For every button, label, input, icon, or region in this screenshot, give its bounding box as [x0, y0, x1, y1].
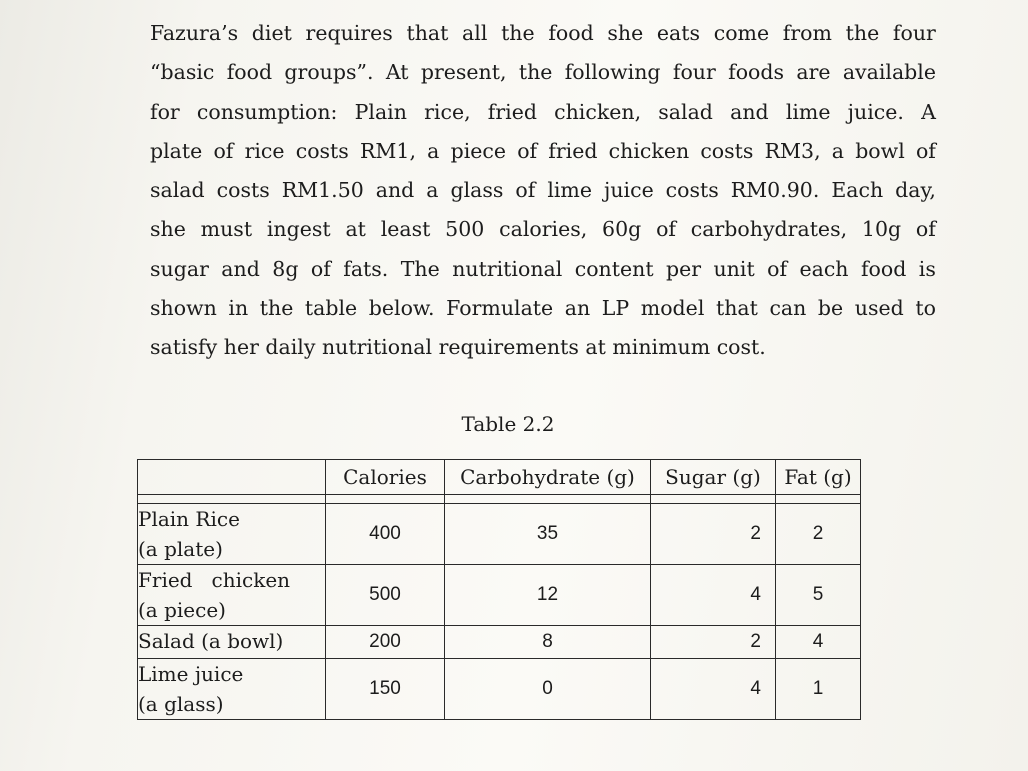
paragraph-word: of	[517, 138, 538, 163]
paragraph-word: and	[730, 99, 769, 124]
calories-cell: 200	[326, 626, 445, 659]
paragraph-word: fried	[487, 99, 537, 124]
paragraph-line	[150, 289, 936, 328]
paragraph-word: following	[564, 60, 661, 85]
paragraph-word: a	[831, 138, 845, 163]
paragraph-word: plate	[150, 138, 203, 163]
paragraph-word: for	[150, 99, 180, 124]
paragraph-line	[150, 171, 936, 210]
paragraph-word: she	[607, 21, 644, 45]
paragraph-word: that	[715, 296, 758, 321]
paragraph-word: Formulate	[446, 296, 554, 321]
paragraph-word: rice	[244, 138, 285, 163]
carbohydrate-cell: 35	[445, 504, 651, 565]
paragraph-word: calories,	[499, 217, 588, 242]
paragraph-word: of	[310, 256, 331, 281]
paragraph-word: four	[672, 60, 716, 85]
paragraph-word: least	[380, 217, 431, 242]
food-cell	[138, 659, 326, 720]
paragraph-word: an	[564, 296, 591, 321]
paragraph-word: each	[799, 256, 849, 281]
paragraph-word: and	[221, 256, 260, 281]
paragraph-word: lime	[547, 178, 592, 203]
paragraph-line	[150, 53, 936, 92]
paragraph-word: requires	[305, 21, 393, 45]
paragraph-word: day,	[895, 178, 936, 203]
paragraph-word: costs	[216, 178, 270, 203]
table-row	[138, 504, 861, 565]
paragraph-word: The	[400, 256, 440, 281]
paragraph-word: diet	[251, 21, 292, 45]
paragraph-word: she	[150, 217, 186, 242]
paragraph-line	[150, 14, 936, 53]
paragraph-line	[150, 210, 936, 249]
paragraph-word: below.	[368, 296, 435, 321]
paragraph-word: carbohydrates,	[690, 217, 848, 242]
paragraph-word: At	[385, 60, 409, 85]
paragraph-word: table	[304, 296, 358, 321]
table-row	[138, 659, 861, 720]
fat-cell: 1	[776, 659, 861, 720]
paragraph-word: content	[574, 256, 654, 281]
paragraph-word: available	[842, 60, 936, 85]
paragraph-word: ingest	[266, 217, 331, 242]
paragraph-line-text: satisfy her daily nutritional requirements at minimum cost.	[150, 335, 766, 360]
paragraph-word: costs	[700, 138, 754, 163]
paragraph-word: the	[259, 296, 294, 321]
paragraph-word: used	[854, 296, 904, 321]
paragraph-word: glass	[450, 178, 504, 203]
paragraph-word: four	[892, 21, 936, 45]
problem-paragraph	[150, 14, 936, 368]
paragraph-word: and	[375, 178, 415, 203]
header-sugar: Sugar (g)	[651, 460, 776, 495]
paragraph-word: 8g	[272, 256, 299, 281]
paragraph-word: of	[767, 256, 788, 281]
sugar-cell: 2	[651, 504, 776, 565]
food-cell	[138, 626, 326, 659]
paragraph-word: LP	[601, 296, 630, 321]
paragraph-word: a	[427, 138, 440, 163]
paragraph-word: per	[666, 256, 702, 281]
paragraph-word: that	[406, 21, 449, 45]
paragraph-word: lime	[785, 99, 831, 124]
header-carbohydrate: Carbohydrate (g)	[445, 460, 651, 495]
food-name: Salad (a bowl)	[138, 629, 284, 653]
paragraph-word: all	[462, 21, 488, 45]
paragraph-word: of	[915, 138, 936, 163]
paragraph-word: juice.	[847, 99, 904, 124]
header-fat: Fat (g)	[776, 460, 861, 495]
paragraph-word: nutritional	[452, 256, 563, 281]
carbohydrate-cell: 8	[445, 626, 651, 659]
paragraph-word: of	[515, 178, 536, 203]
paragraph-word: in	[228, 296, 249, 321]
fat-cell: 4	[776, 626, 861, 659]
paragraph-word: unit	[713, 256, 755, 281]
paragraph-word: present,	[420, 60, 507, 85]
paragraph-line	[150, 328, 936, 367]
paragraph-word: Plain	[354, 99, 407, 124]
table-caption: Table 2.2	[461, 412, 555, 436]
paragraph-word: bowl	[855, 138, 905, 163]
paragraph-word: juice	[603, 178, 654, 203]
paragraph-word: salad	[658, 99, 713, 124]
food-cell	[138, 504, 326, 565]
paragraph-word: RM0.90.	[730, 178, 820, 203]
paragraph-word: of	[213, 138, 234, 163]
paragraph-word: salad	[150, 178, 205, 203]
food-name: Plain Rice	[138, 507, 240, 531]
food-unit: (a plate)	[138, 537, 223, 561]
sugar-cell: 4	[651, 659, 776, 720]
table-header-row	[138, 460, 861, 495]
carbohydrate-cell: 12	[445, 565, 651, 626]
paragraph-word: model	[640, 296, 705, 321]
paragraph-word: A	[921, 99, 936, 124]
paragraph-word: 10g	[861, 217, 902, 242]
table-row	[138, 626, 861, 659]
paragraph-word: can	[769, 296, 807, 321]
paragraph-word: chicken	[608, 138, 690, 163]
paragraph-word: fried	[548, 138, 598, 163]
food-unit: (a piece)	[138, 598, 226, 622]
paragraph-word: foods	[728, 60, 785, 85]
paragraph-word: Each	[831, 178, 884, 203]
paragraph-word: eats	[656, 21, 701, 45]
calories-cell: 400	[326, 504, 445, 565]
food-name: Lime juice	[138, 662, 244, 686]
food-name: Fried chicken	[138, 568, 291, 592]
paragraph-word: of	[656, 217, 676, 242]
sugar-cell: 2	[651, 626, 776, 659]
paragraph-word: costs	[665, 178, 719, 203]
header-calories: Calories	[326, 460, 445, 495]
paragraph-word: “basic	[150, 60, 215, 85]
food-unit: (a glass)	[138, 692, 224, 716]
calories-cell: 150	[326, 659, 445, 720]
paragraph-word: shown	[150, 296, 217, 321]
paragraph-word: must	[200, 217, 253, 242]
paragraph-word: a	[426, 178, 439, 203]
fat-cell: 5	[776, 565, 861, 626]
carbohydrate-cell: 0	[445, 659, 651, 720]
paragraph-word: fats.	[343, 256, 389, 281]
fat-cell: 2	[776, 504, 861, 565]
paragraph-word: groups”.	[284, 60, 374, 85]
paragraph-word: the	[845, 21, 880, 45]
paragraph-word: come	[713, 21, 770, 45]
paragraph-word: food	[548, 21, 594, 45]
paragraph-line	[150, 132, 936, 171]
paragraph-word: the	[501, 21, 535, 45]
paragraph-word: Fazura’s	[150, 21, 239, 45]
paragraph-word: RM3,	[764, 138, 821, 163]
paragraph-word: be	[817, 296, 844, 321]
paragraph-word: piece	[450, 138, 507, 163]
header-food	[138, 460, 326, 495]
paragraph-word: food	[226, 60, 273, 85]
paragraph-word: at	[345, 217, 366, 242]
paragraph-word: 60g	[602, 217, 642, 242]
paragraph-word: sugar	[150, 256, 209, 281]
paragraph-word: the	[518, 60, 553, 85]
paragraph-word: of	[915, 217, 936, 242]
paragraph-word: RM1.50	[281, 178, 364, 203]
paragraph-word: chicken,	[554, 99, 642, 124]
paragraph-word: consumption:	[196, 99, 338, 124]
paragraph-word: 500	[445, 217, 485, 242]
paragraph-word: costs	[295, 138, 349, 163]
paragraph-word: to	[915, 296, 936, 321]
table-spacer-row	[138, 495, 861, 504]
paragraph-word: are	[796, 60, 831, 85]
paragraph-word: RM1,	[360, 138, 416, 163]
paragraph-word: food	[860, 256, 907, 281]
food-cell	[138, 565, 326, 626]
paragraph-word: from	[782, 21, 832, 45]
calories-cell: 500	[326, 565, 445, 626]
paragraph-line	[150, 250, 936, 289]
nutrition-table	[137, 459, 861, 720]
paragraph-word: rice,	[424, 99, 471, 124]
paragraph-line	[150, 93, 936, 132]
sugar-cell: 4	[651, 565, 776, 626]
paragraph-word: is	[918, 256, 936, 281]
table-row	[138, 565, 861, 626]
